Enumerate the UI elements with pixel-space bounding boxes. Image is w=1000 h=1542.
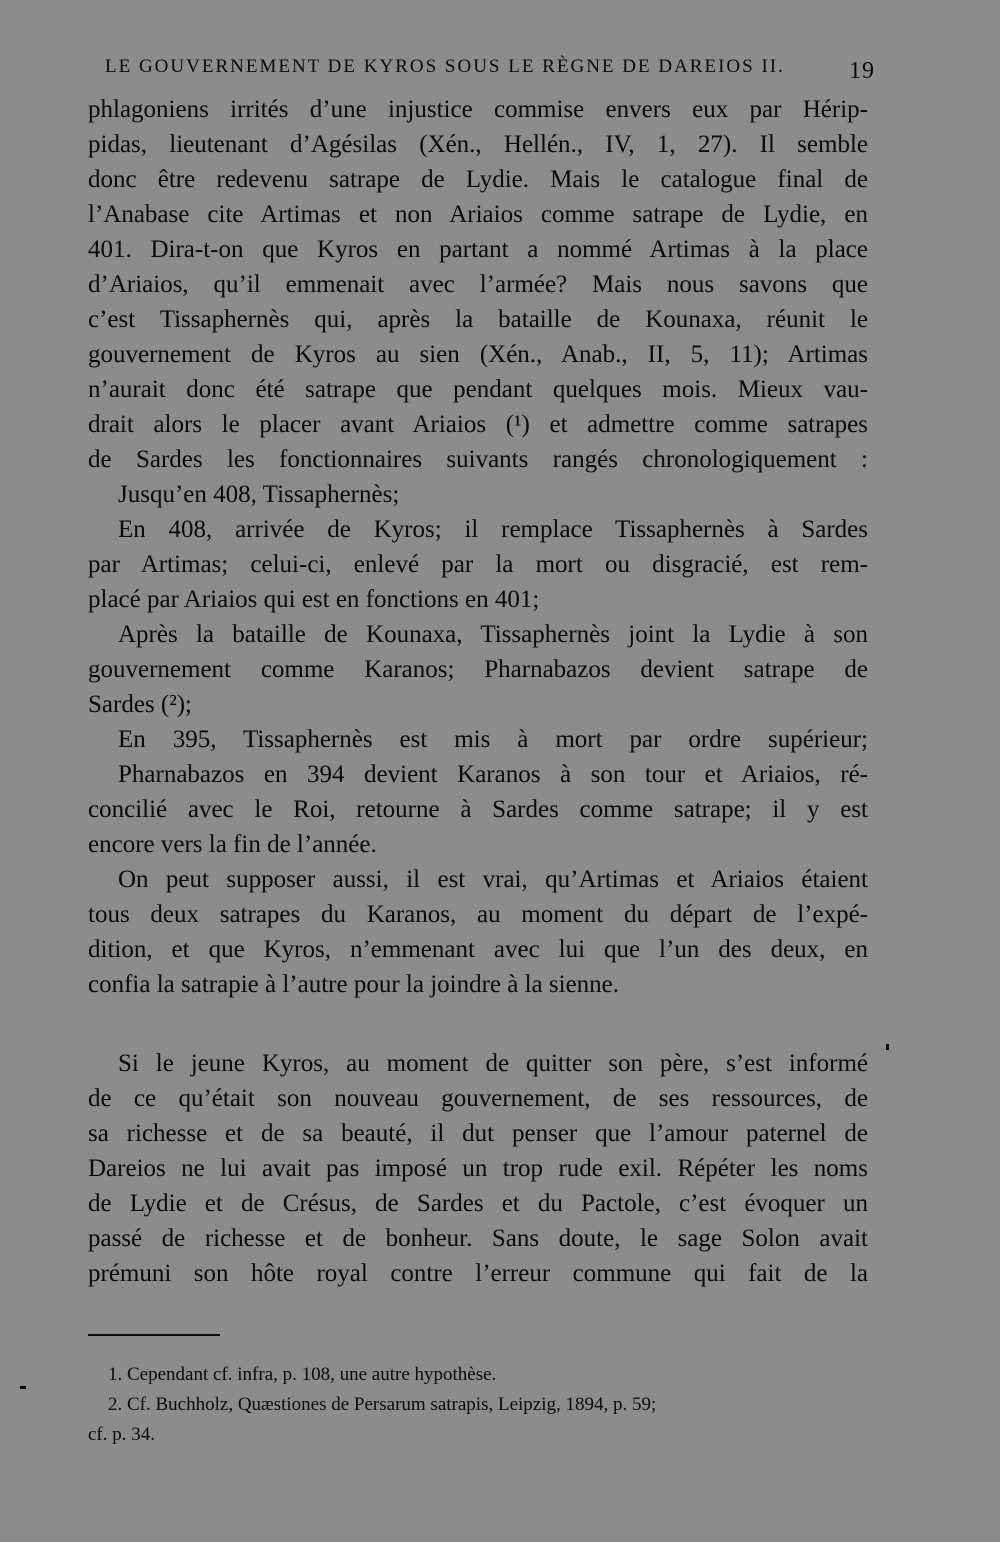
- text-line: gouvernement comme Karanos; Pharnabazos devient satrape de: [88, 656, 868, 683]
- footnote-rule: [88, 1334, 220, 1336]
- text-line: par Artimas; celui-ci, enlevé par la mort ou disgracié, est rem-: [88, 551, 868, 578]
- chronology-item: Pharnabazos en 394 devient Karanos à son tour et Ariaios, ré-: [118, 761, 868, 788]
- text-line: Sardes (²);: [88, 691, 192, 718]
- footnote-2-continuation: cf. p. 34.: [88, 1424, 156, 1445]
- text-line: Dareios ne lui avait pas imposé un trop rude exil. Répéter les noms: [88, 1155, 868, 1182]
- text-line: dition, et que Kyros, n’emmenant avec lui que l’un des deux, en: [88, 936, 868, 963]
- chronology-item: En 395, Tissaphernès est mis à mort par ordre supérieur;: [118, 726, 868, 753]
- running-head: [105, 50, 875, 84]
- scan-speck: [886, 1044, 889, 1050]
- chronology-item: Jusqu’en 408, Tissaphernès;: [118, 481, 400, 508]
- text-line: de Sardes les fonctionnaires suivants rangés chronologiquement :: [88, 446, 868, 473]
- text-line: encore vers la fin de l’année.: [88, 831, 377, 858]
- text-line: gouvernement de Kyros au sien (Xén., Anab., II, 5, 11); Artimas: [88, 341, 868, 368]
- text-line: de Lydie et de Crésus, de Sardes et du Pactole, c’est évoquer un: [88, 1190, 868, 1217]
- paragraph-start: Si le jeune Kyros, au moment de quitter son père, s’est informé: [118, 1050, 868, 1077]
- footnote-1: 1. Cependant cf. infra, p. 108, une autre hypothèse.: [108, 1364, 497, 1385]
- text-line: tous deux satrapes du Karanos, au moment du départ de l’expé-: [88, 901, 868, 928]
- text-line: placé par Ariaios qui est en fonctions en 401;: [88, 586, 540, 613]
- scan-speck: [20, 1386, 26, 1389]
- text-line: drait alors le placer avant Ariaios (¹) et admettre comme satrapes: [88, 411, 868, 438]
- text-line: donc être redevenu satrape de Lydie. Mais le catalogue final de: [88, 166, 868, 193]
- text-line: l’Anabase cite Artimas et non Ariaios comme satrape de Lydie, en: [88, 201, 868, 228]
- text-line: pidas, lieutenant d’Agésilas (Xén., Hellén., IV, 1, 27). Il semble: [88, 131, 868, 158]
- paragraph-start: On peut supposer aussi, il est vrai, qu’Artimas et Ariaios étaient: [118, 866, 868, 893]
- text-line: concilié avec le Roi, retourne à Sardes comme satrape; il y est: [88, 796, 868, 823]
- footnotes: [88, 1360, 860, 1450]
- section-break: [88, 1002, 868, 1046]
- body-text: [88, 92, 868, 1291]
- footnote-2: 2. Cf. Buchholz, Quæstiones de Persarum satrapis, Leipzig, 1894, p. 59;: [108, 1394, 657, 1415]
- text-line: n’aurait donc été satrape que pendant quelques mois. Mieux vau-: [88, 376, 868, 403]
- chronology-item: En 408, arrivée de Kyros; il remplace Tissaphernès à Sardes: [118, 516, 868, 543]
- text-line: passé de richesse et de bonheur. Sans doute, le sage Solon avait: [88, 1225, 868, 1252]
- text-line: prémuni son hôte royal contre l’erreur commune qui fait de la: [88, 1260, 868, 1287]
- running-head-title: LE GOUVERNEMENT DE KYROS SOUS LE RÈGNE DE DAREIOS II.: [105, 56, 785, 77]
- text-line: c’est Tissaphernès qui, après la bataille de Kounaxa, réunit le: [88, 306, 868, 333]
- text-line: 401. Dira-t-on que Kyros en partant a nommé Artimas à la place: [88, 236, 868, 263]
- text-line: sa richesse et de sa beauté, il dut penser que l’amour paternel de: [88, 1120, 868, 1147]
- text-line: de ce qu’était son nouveau gouvernement, de ses ressources, de: [88, 1085, 868, 1112]
- chronology-item: Après la bataille de Kounaxa, Tissaphernès joint la Lydie à son: [118, 621, 868, 648]
- text-line: confia la satrapie à l’autre pour la joindre à la sienne.: [88, 971, 620, 998]
- text-line: phlagoniens irrités d’une injustice commise envers eux par Hérip-: [88, 96, 868, 123]
- text-line: d’Ariaios, qu’il emmenait avec l’armée? Mais nous savons que: [88, 271, 868, 298]
- page-number: 19: [849, 58, 875, 84]
